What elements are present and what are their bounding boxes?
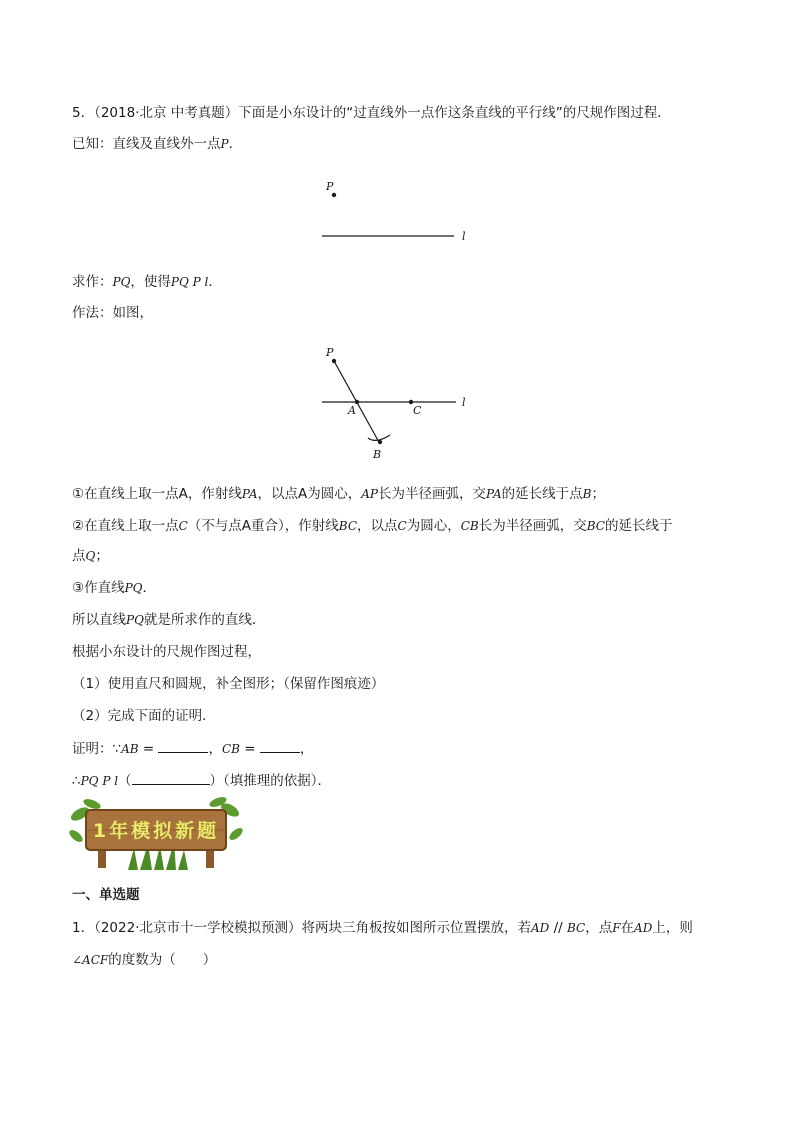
problem-5-title: 5．（2018·北京 中考真题）下面是小东设计的“过直线外一点作这条直线的平行线”的尺规作图过程．: [72, 105, 671, 121]
point-p: [332, 359, 336, 363]
banner-simulation-questions: [68, 796, 244, 870]
problem-5-question-1: （1）使用直尺和圆规，补全图形；（保留作图痕迹）: [72, 676, 385, 692]
figure-construction: [310, 342, 480, 464]
problem-5-step-1: ①在直线上取一点A，作射线PA，以点A为圆心，AP长为半径画弧，交PA的延长线于点B；: [72, 486, 605, 502]
point-p: [332, 193, 336, 197]
problem-5-conclusion: 所以直线PQ就是所求作的直线．: [72, 612, 266, 628]
section-heading: 一、单选题: [72, 887, 140, 903]
problem-1-line-2: ∠ACF的度数为（ ）: [72, 952, 217, 968]
problem-5-therefore: ∴PQ P l（ ）（填推理的依据）．: [72, 770, 331, 791]
label-c: C: [413, 404, 422, 417]
label-l: l: [462, 230, 466, 243]
problem-5-step-3: ③作直线PQ．: [72, 580, 157, 596]
problem-5-according: 根据小东设计的尺规作图过程，: [72, 644, 261, 660]
problem-1-line-1: 1．（2022·北京市十一学校模拟预测）将两块三角板按如图所示位置摆放，若AD // BC，点F在AD上，则: [72, 920, 693, 936]
banner-text: 1年模拟新题: [92, 820, 220, 842]
problem-5-method: 作法：如图，: [72, 305, 153, 321]
label-a: A: [348, 404, 356, 417]
problem-5-step-2: ②在直线上取一点C（不与点A重合），作射线BC，以点C为圆心，CB长为半径画弧，交BC的延长线于: [72, 518, 673, 534]
problem-5-proof: 证明：∵AB = ，CB = ，: [72, 738, 313, 759]
blank-ab[interactable]: [158, 738, 208, 753]
problem-5-given: 已知：直线及直线外一点P．: [72, 136, 243, 152]
label-p: P: [326, 180, 334, 193]
blank-cb[interactable]: [260, 738, 300, 753]
label-l: l: [462, 396, 466, 409]
blank-reason[interactable]: [132, 770, 210, 785]
label-b: B: [373, 448, 382, 461]
label-p: P: [326, 346, 334, 359]
problem-5-seek: 求作：PQ，使得PQ P l．: [72, 274, 222, 290]
problem-5-question-2: （2）完成下面的证明．: [72, 708, 216, 724]
figure-given-line-and-point: [310, 176, 480, 246]
problem-5-step-2-cont: 点Q；: [72, 548, 109, 564]
arc-at-b: [368, 435, 390, 440]
point-b: [378, 440, 382, 444]
